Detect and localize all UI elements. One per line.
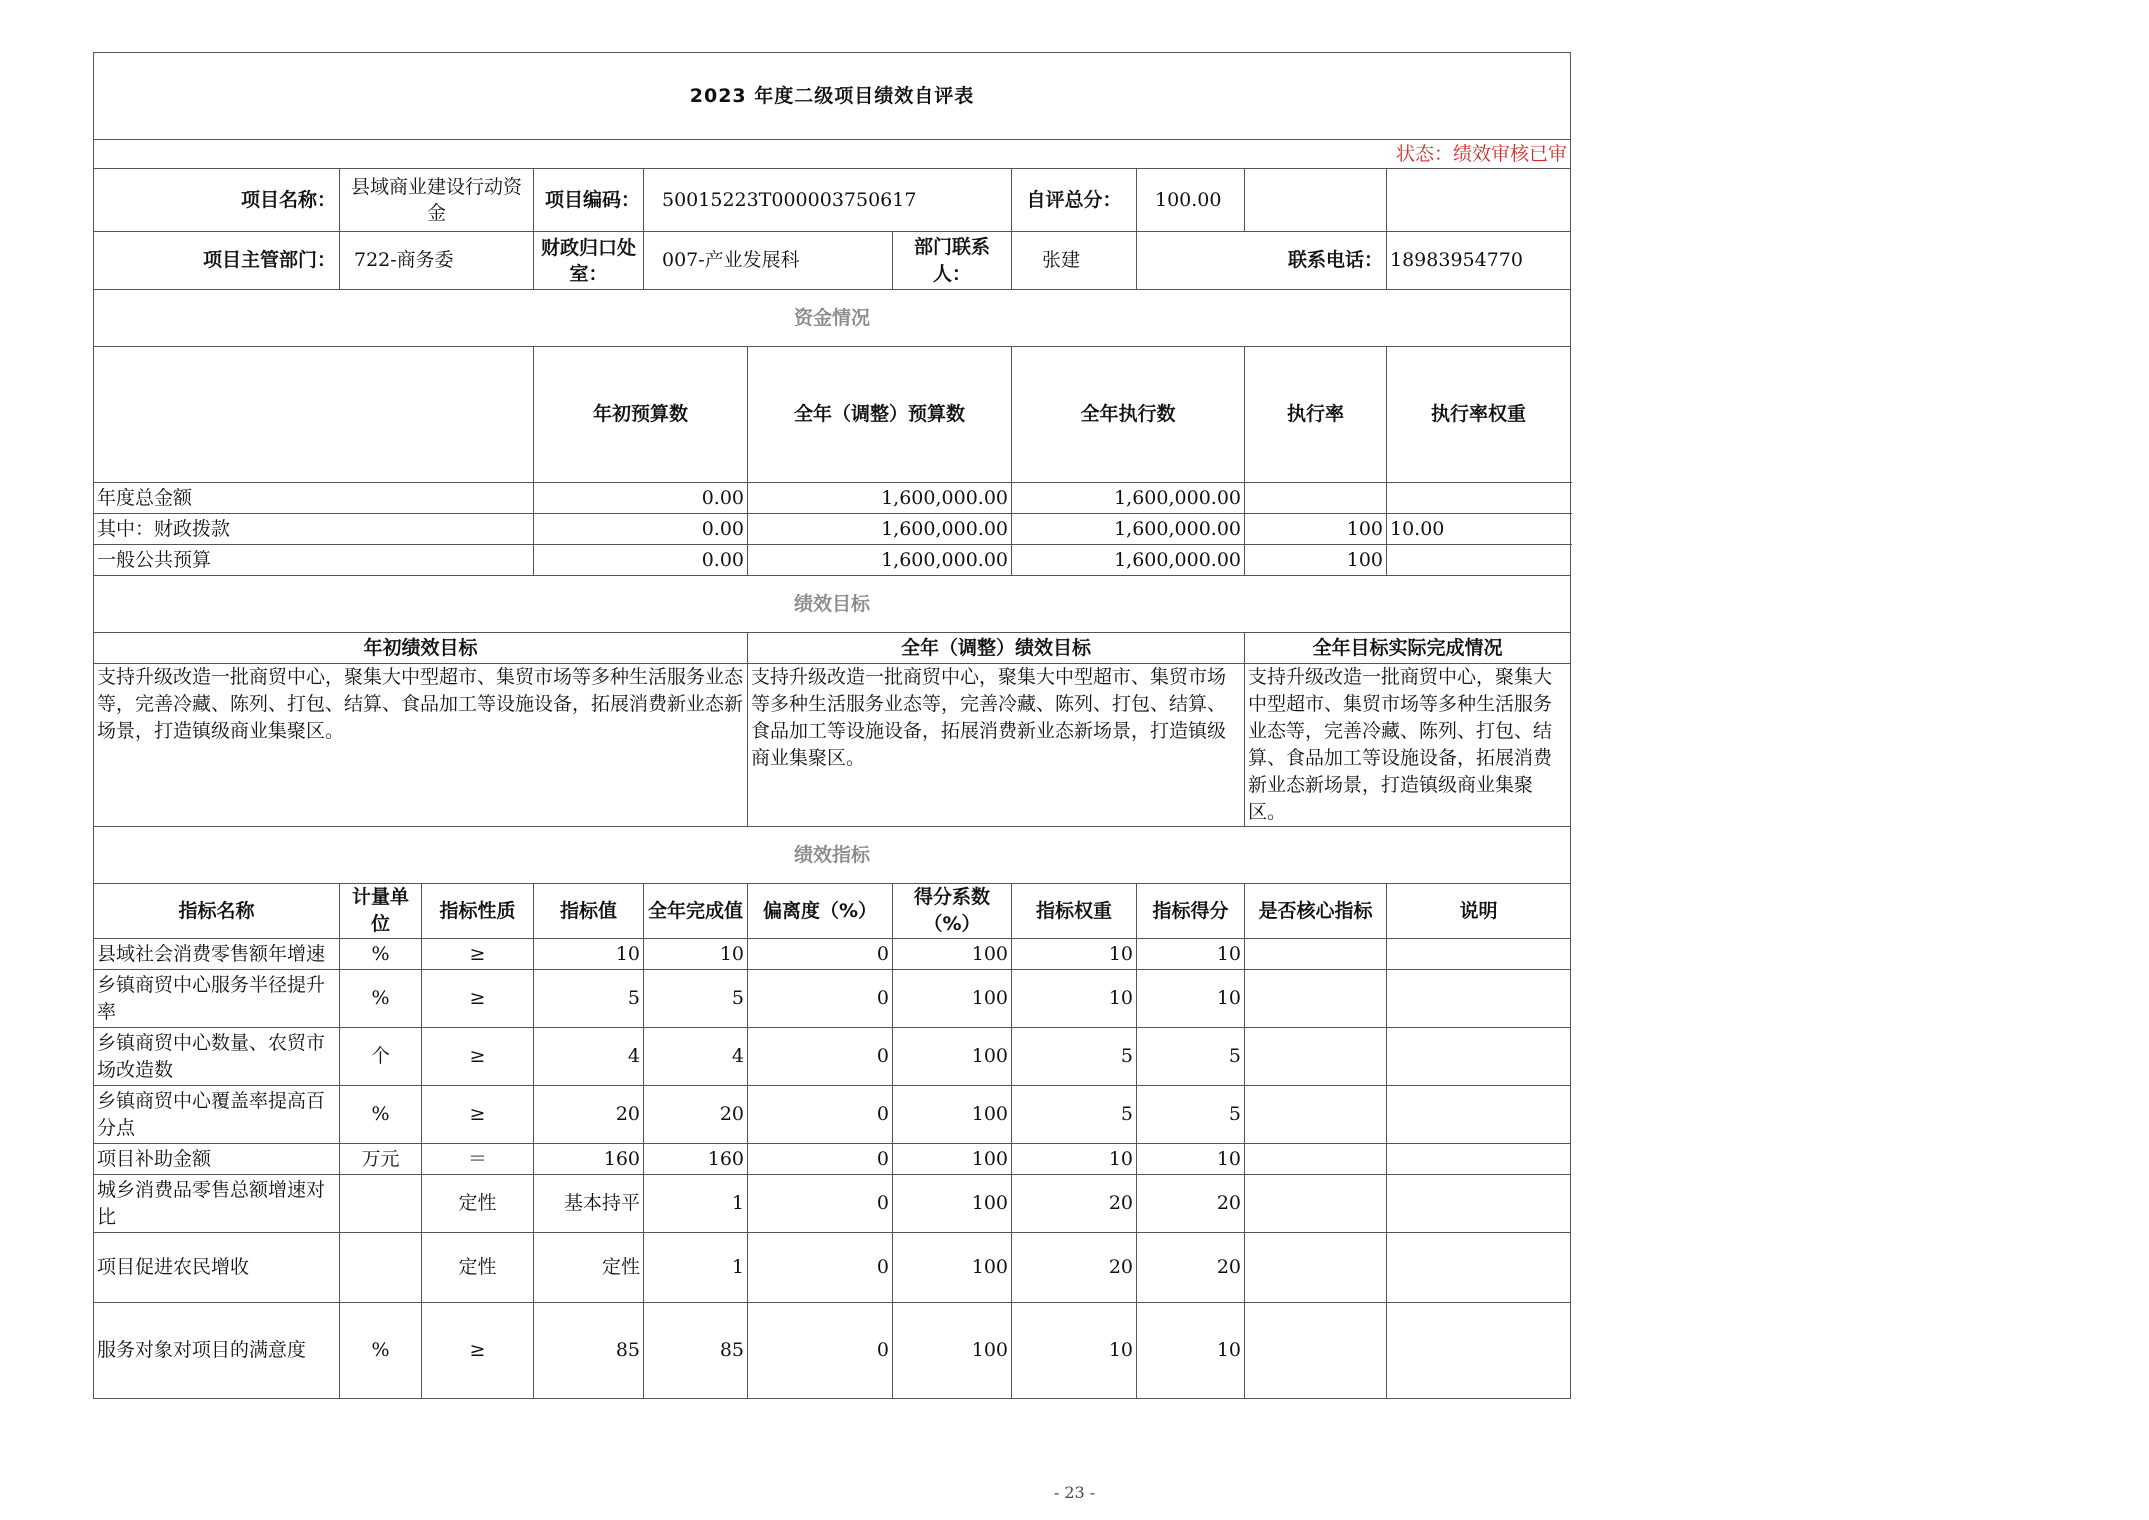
indicator-core — [1245, 1175, 1387, 1233]
indicator-actual: 4 — [644, 1028, 748, 1086]
indicator-unit — [340, 1175, 422, 1233]
indicator-header: 指标权重 — [1012, 884, 1137, 939]
indicator-actual: 1 — [644, 1175, 748, 1233]
funds-weight — [1387, 545, 1571, 576]
indicator-actual: 85 — [644, 1303, 748, 1399]
indicator-row — [94, 1144, 1571, 1175]
indicator-weight: 10 — [1012, 970, 1137, 1028]
empty-cell — [1387, 169, 1571, 232]
funds-header: 全年执行数 — [1012, 347, 1245, 483]
evaluation-sheet — [93, 52, 1570, 1399]
indicator-header: 得分系数（%） — [893, 884, 1012, 939]
finance-value: 007-产业发展科 — [644, 232, 893, 290]
indicator-unit — [340, 1233, 422, 1303]
indicator-note — [1387, 939, 1571, 970]
indicator-unit: % — [340, 939, 422, 970]
indicator-nature: ≥ — [422, 1303, 534, 1399]
indicator-row — [94, 1233, 1571, 1303]
indicator-nature: ≥ — [422, 939, 534, 970]
indicator-target: 5 — [534, 970, 644, 1028]
contact-value: 张建 — [1012, 232, 1137, 290]
score-value: 100.00 — [1137, 169, 1245, 232]
indicator-header: 说明 — [1387, 884, 1571, 939]
indicator-coefficient: 100 — [893, 1028, 1012, 1086]
indicator-deviation: 0 — [748, 1303, 893, 1399]
indicator-weight: 10 — [1012, 1144, 1137, 1175]
indicator-header: 偏离度（%） — [748, 884, 893, 939]
project-code-label: 项目编码： — [534, 169, 644, 232]
indicator-weight: 10 — [1012, 939, 1137, 970]
indicator-row — [94, 970, 1571, 1028]
indicator-actual: 160 — [644, 1144, 748, 1175]
funds-rate: 100 — [1245, 514, 1387, 545]
indicator-header: 是否核心指标 — [1245, 884, 1387, 939]
goal-adjusted-text: 支持升级改造一批商贸中心，聚集大中型超市、集贸市场等多种生活服务业态等，完善冷藏、陈列、打包、结算、食品加工等设施设备，拓展消费新业态新场景，打造镇级商业集聚区。 — [748, 664, 1245, 827]
indicator-nature: 定性 — [422, 1175, 534, 1233]
project-name-label: 项目名称： — [94, 169, 340, 232]
indicator-unit: % — [340, 1086, 422, 1144]
page-title: 2023 年度二级项目绩效自评表 — [94, 53, 1571, 140]
indicator-weight: 20 — [1012, 1233, 1137, 1303]
indicator-deviation: 0 — [748, 939, 893, 970]
funds-weight — [1387, 483, 1571, 514]
indicator-unit: 万元 — [340, 1144, 422, 1175]
indicator-header: 指标性质 — [422, 884, 534, 939]
project-code-value: 50015223T000003750617 — [644, 169, 1012, 232]
indicator-weight: 5 — [1012, 1028, 1137, 1086]
indicator-nature: 定性 — [422, 1233, 534, 1303]
indicator-note — [1387, 1233, 1571, 1303]
funds-header: 执行率 — [1245, 347, 1387, 483]
indicator-row — [94, 1086, 1571, 1144]
indicator-nature: ≥ — [422, 1086, 534, 1144]
indicator-name: 乡镇商贸中心服务半径提升率 — [94, 970, 340, 1028]
empty-cell — [94, 347, 534, 483]
indicator-core — [1245, 1303, 1387, 1399]
funds-row — [94, 514, 1571, 545]
indicator-target: 4 — [534, 1028, 644, 1086]
indicator-core — [1245, 1144, 1387, 1175]
indicator-target: 基本持平 — [534, 1175, 644, 1233]
indicator-target: 85 — [534, 1303, 644, 1399]
indicator-target: 20 — [534, 1086, 644, 1144]
indicator-score: 5 — [1137, 1028, 1245, 1086]
indicator-name: 项目促进农民增收 — [94, 1233, 340, 1303]
phone-label: 联系电话： — [1137, 232, 1387, 290]
indicator-name: 乡镇商贸中心覆盖率提高百分点 — [94, 1086, 340, 1144]
indicator-score: 5 — [1137, 1086, 1245, 1144]
indicator-row — [94, 1028, 1571, 1086]
funds-row-name: 年度总金额 — [94, 483, 534, 514]
goal-actual-text: 支持升级改造一批商贸中心，聚集大中型超市、集贸市场等多种生活服务业态等，完善冷藏、陈列、打包、结算、食品加工等设施设备，拓展消费新业态新场景，打造镇级商业集聚区。 — [1245, 664, 1571, 827]
indicator-core — [1245, 1233, 1387, 1303]
indicator-header: 计量单位 — [340, 884, 422, 939]
goals-header: 年初绩效目标 — [94, 633, 748, 664]
finance-label: 财政归口处室： — [534, 232, 644, 290]
indicator-actual: 1 — [644, 1233, 748, 1303]
indicator-target: 10 — [534, 939, 644, 970]
indicator-core — [1245, 1086, 1387, 1144]
score-label: 自评总分： — [1012, 169, 1137, 232]
funds-adjusted: 1,600,000.00 — [748, 514, 1012, 545]
indicator-core — [1245, 939, 1387, 970]
indicator-header: 指标值 — [534, 884, 644, 939]
indicator-actual: 10 — [644, 939, 748, 970]
indicator-note — [1387, 1144, 1571, 1175]
indicator-coefficient: 100 — [893, 939, 1012, 970]
indicator-deviation: 0 — [748, 1086, 893, 1144]
phone-value: 18983954770 — [1387, 232, 1571, 290]
indicator-score: 10 — [1137, 1303, 1245, 1399]
indicator-name: 县域社会消费零售额年增速 — [94, 939, 340, 970]
indicator-score: 20 — [1137, 1175, 1245, 1233]
indicator-deviation: 0 — [748, 970, 893, 1028]
indicator-note — [1387, 1175, 1571, 1233]
funds-header: 全年（调整）预算数 — [748, 347, 1012, 483]
funds-rate: 100 — [1245, 545, 1387, 576]
indicator-score: 10 — [1137, 939, 1245, 970]
indicator-core — [1245, 1028, 1387, 1086]
funds-section-title: 资金情况 — [94, 290, 1571, 347]
indicator-coefficient: 100 — [893, 970, 1012, 1028]
funds-executed: 1,600,000.00 — [1012, 545, 1245, 576]
indicator-weight: 20 — [1012, 1175, 1137, 1233]
goals-header: 全年（调整）绩效目标 — [748, 633, 1245, 664]
indicator-row — [94, 1303, 1571, 1399]
indicator-score: 20 — [1137, 1233, 1245, 1303]
funds-executed: 1,600,000.00 — [1012, 483, 1245, 514]
indicator-name: 项目补助金额 — [94, 1144, 340, 1175]
indicator-score: 10 — [1137, 1144, 1245, 1175]
evaluation-table — [93, 52, 1571, 1399]
status-badge: 状态：绩效审核已审 — [94, 140, 1571, 169]
goals-section-title: 绩效目标 — [94, 576, 1571, 633]
indicator-note — [1387, 1303, 1571, 1399]
indicator-name: 服务对象对项目的满意度 — [94, 1303, 340, 1399]
indicator-core — [1245, 970, 1387, 1028]
indicator-nature: ＝ — [422, 1144, 534, 1175]
indicator-coefficient: 100 — [893, 1233, 1012, 1303]
funds-adjusted: 1,600,000.00 — [748, 483, 1012, 514]
indicator-nature: ≥ — [422, 1028, 534, 1086]
indicator-deviation: 0 — [748, 1233, 893, 1303]
indicator-name: 城乡消费品零售总额增速对比 — [94, 1175, 340, 1233]
indicator-note — [1387, 1028, 1571, 1086]
dept-value: 722-商务委 — [340, 232, 534, 290]
funds-initial: 0.00 — [534, 545, 748, 576]
goals-header: 全年目标实际完成情况 — [1245, 633, 1571, 664]
indicator-row — [94, 939, 1571, 970]
funds-header: 执行率权重 — [1387, 347, 1571, 483]
indicator-deviation: 0 — [748, 1144, 893, 1175]
funds-row-name: 其中：财政拨款 — [94, 514, 534, 545]
indicator-note — [1387, 970, 1571, 1028]
indicator-nature: ≥ — [422, 970, 534, 1028]
indicator-weight: 10 — [1012, 1303, 1137, 1399]
indicator-unit: 个 — [340, 1028, 422, 1086]
indicator-deviation: 0 — [748, 1028, 893, 1086]
indicator-row — [94, 1175, 1571, 1233]
funds-adjusted: 1,600,000.00 — [748, 545, 1012, 576]
indicator-deviation: 0 — [748, 1175, 893, 1233]
page-number: - 23 - — [1053, 1483, 1096, 1502]
funds-executed: 1,600,000.00 — [1012, 514, 1245, 545]
indicator-coefficient: 100 — [893, 1175, 1012, 1233]
indicator-coefficient: 100 — [893, 1086, 1012, 1144]
funds-header: 年初预算数 — [534, 347, 748, 483]
indicator-target: 160 — [534, 1144, 644, 1175]
funds-rate — [1245, 483, 1387, 514]
empty-cell — [1245, 169, 1387, 232]
project-name-value: 县域商业建设行动资金 — [340, 169, 534, 232]
indicator-weight: 5 — [1012, 1086, 1137, 1144]
funds-row-name: 一般公共预算 — [94, 545, 534, 576]
funds-initial: 0.00 — [534, 514, 748, 545]
indicator-header: 全年完成值 — [644, 884, 748, 939]
indicator-coefficient: 100 — [893, 1303, 1012, 1399]
indicator-score: 10 — [1137, 970, 1245, 1028]
contact-label: 部门联系人： — [893, 232, 1012, 290]
funds-initial: 0.00 — [534, 483, 748, 514]
funds-row — [94, 483, 1571, 514]
indicator-header: 指标得分 — [1137, 884, 1245, 939]
indicator-target: 定性 — [534, 1233, 644, 1303]
indicator-coefficient: 100 — [893, 1144, 1012, 1175]
indicator-actual: 5 — [644, 970, 748, 1028]
dept-label: 项目主管部门： — [94, 232, 340, 290]
goal-initial-text: 支持升级改造一批商贸中心，聚集大中型超市、集贸市场等多种生活服务业态等，完善冷藏、陈列、打包、结算、食品加工等设施设备，拓展消费新业态新场景，打造镇级商业集聚区。 — [94, 664, 748, 827]
indicator-note — [1387, 1086, 1571, 1144]
indicators-section-title: 绩效指标 — [94, 827, 1571, 884]
indicator-header: 指标名称 — [94, 884, 340, 939]
funds-row — [94, 545, 1571, 576]
indicator-name: 乡镇商贸中心数量、农贸市场改造数 — [94, 1028, 340, 1086]
indicator-unit: % — [340, 1303, 422, 1399]
funds-weight: 10.00 — [1387, 514, 1571, 545]
indicator-actual: 20 — [644, 1086, 748, 1144]
indicator-unit: % — [340, 970, 422, 1028]
